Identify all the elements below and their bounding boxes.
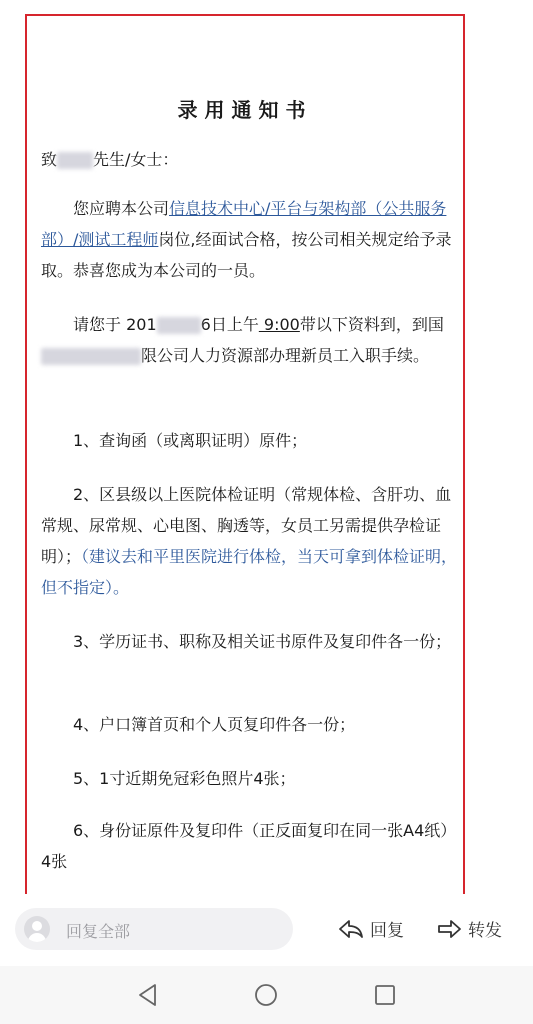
redacted-date (157, 317, 201, 334)
position-link[interactable]: 信息技术中心/平台与架构部（公共服务部）/测试工程师 (41, 199, 447, 249)
list-item-2-text: 2、区县级以上医院体检证明（常规体检、含肝功、血常规、尿常规、心电图、胸透等，女员工另需提供孕检证明）； (41, 485, 452, 566)
salutation-suffix: 先生/女士： (93, 150, 179, 169)
paragraph-acceptance-tail: 岗位,经面试合格，按公司相关规定给予录取。恭喜您成为本公司的一员。 (41, 230, 452, 280)
list-item-2 (41, 479, 461, 603)
forward-button[interactable] (436, 916, 502, 941)
paragraph-acceptance-lead: 您应聘本公司 (73, 199, 170, 218)
forward-label: 转发 (468, 921, 502, 941)
reply-all-input[interactable] (15, 908, 293, 950)
home-nav-icon[interactable] (254, 983, 278, 1007)
system-nav-bar (0, 966, 533, 1024)
paragraph-acceptance (41, 193, 461, 286)
report-place-lead: 带以下资料到，到国 (299, 315, 444, 334)
mail-action-bar (0, 896, 533, 966)
report-date-lead: 请您于 201 (73, 315, 157, 334)
reply-icon (338, 918, 364, 940)
salutation (41, 144, 461, 175)
list-item-5: 5、1寸近期免冠彩色照片4张； (73, 769, 296, 788)
list-item-2-note: （建议去和平里医院进行体检，当天可拿到体检证明，但不指定）。 (41, 547, 458, 597)
letter-title: 录用通知书 (177, 98, 313, 122)
redacted-name (57, 152, 93, 169)
recents-nav-icon[interactable] (373, 983, 397, 1007)
list-item-6: 6、身份证原件及复印件（正反面复印在同一张A4纸）4张 (41, 821, 457, 871)
report-date-day: 6日上午 (200, 315, 259, 334)
report-place-tail: 限公司人力资源部办理新员工入职手续。 (141, 346, 430, 365)
paragraph-report-time (41, 309, 461, 371)
reply-all-placeholder: 回复全部 (66, 922, 131, 941)
report-time: 9:00 (258, 315, 300, 334)
back-nav-icon[interactable] (136, 983, 160, 1007)
list-item-4: 4、户口簿首页和个人页复印件各一份； (73, 715, 356, 734)
offer-letter (25, 14, 465, 894)
redacted-company (41, 348, 141, 365)
salutation-prefix: 致 (41, 150, 58, 169)
list-item-1: 1、查询函（或离职证明）原件； (73, 431, 308, 450)
reply-button[interactable] (338, 916, 404, 941)
list-item-3: 3、学历证书、职称及相关证书原件及复印件各一份； (73, 632, 452, 651)
reply-label: 回复 (370, 921, 404, 941)
forward-icon (436, 918, 462, 940)
avatar (24, 916, 50, 942)
